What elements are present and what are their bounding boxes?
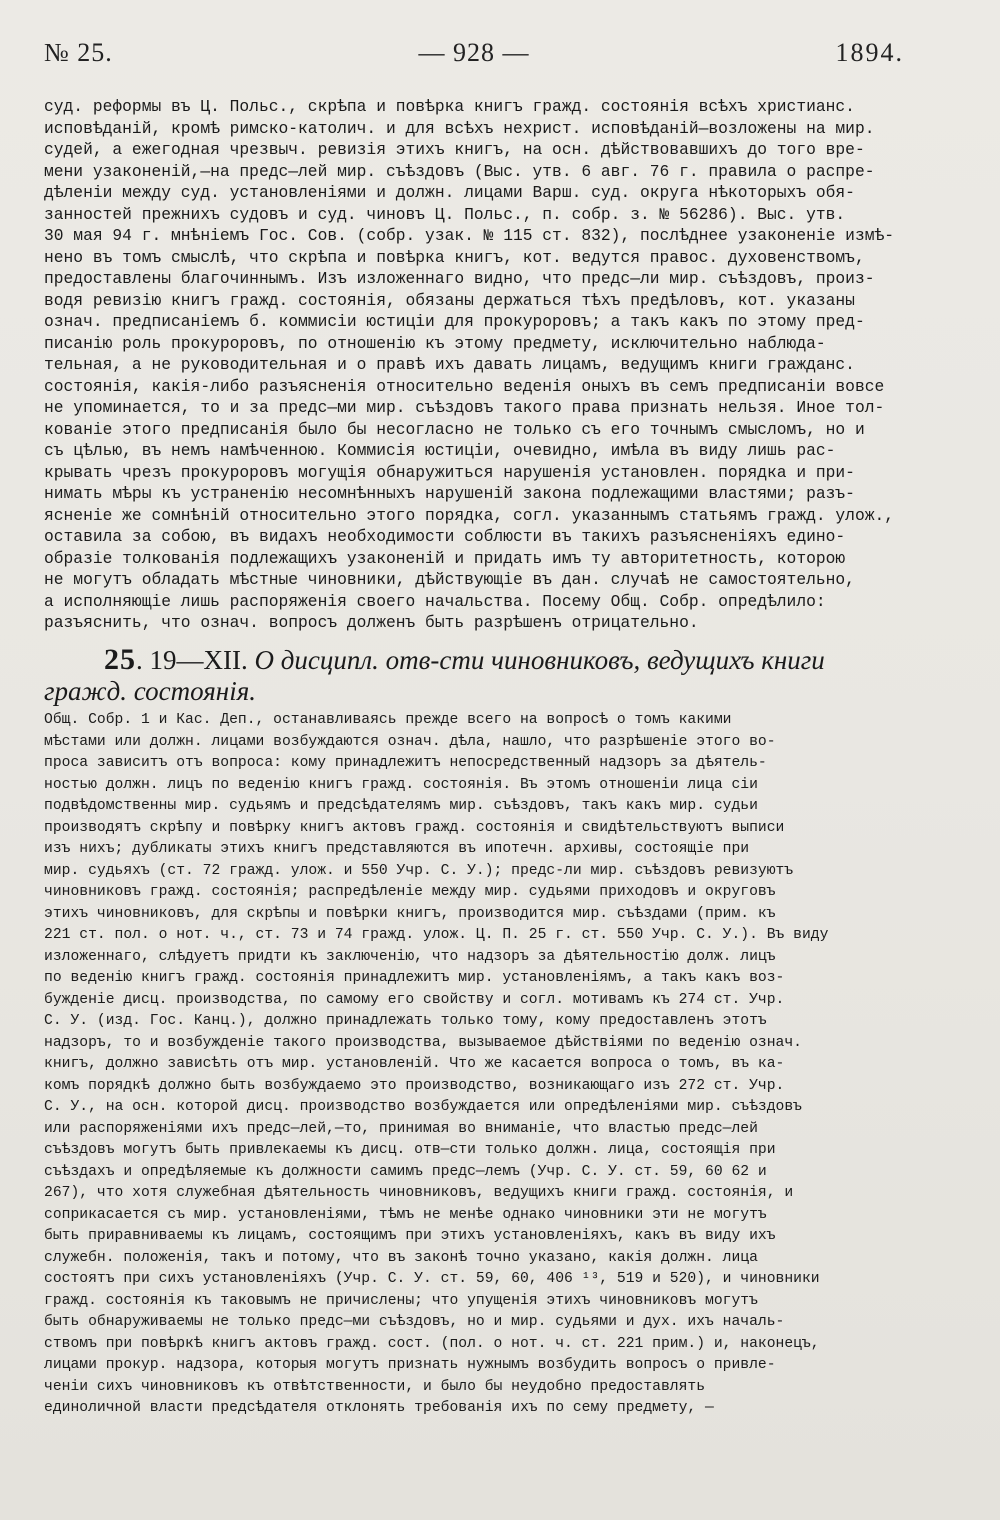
text-line: 30 мая 94 г. мнѣніемъ Гос. Сов. (собр. узак. № 115 ст. 832), послѣднее узаконеніе измѣ- (44, 226, 894, 245)
text-line: подвѣдомственны мир. судьямъ и предсѣдателямъ мир. съѣздовъ, такъ какъ мир. судьи (44, 798, 758, 814)
text-line: гражд. состоянія къ таковымъ не причислены; что упущенія этихъ чиновниковъ могутъ (44, 1292, 758, 1309)
text-line: лицами прокур. надзора, которыя могутъ признать нужнымъ возбудить вопросъ о привле- (44, 1357, 776, 1373)
text-line: нено въ томъ смыслѣ, что скрѣпа и повѣрка книгъ, кот. ведутся правос. духовенствомъ, (44, 247, 865, 267)
text-line: разъяснить, что означ. вопросъ долженъ быть разрѣшенъ отрицательно. (44, 613, 699, 632)
text-line: мени узаконеній,—на предс—лей мир. съѣздовъ (Выс. утв. 6 авг. 76 г. правила о распре- (44, 161, 875, 181)
text-line: или распоряженіями ихъ предс—лей,—то, принимая во вниманіе, что властью предс—лей (44, 1120, 758, 1137)
text-line: комъ порядкѣ должно быть возбуждаемо это производство, возникающаго изъ 272 ст. Учр. (44, 1077, 785, 1094)
text-line: ствомъ при повѣркѣ книгъ актовъ гражд. сост. (пол. о нот. ч. ст. 221 прим.) и, наконецъ, (44, 1335, 820, 1352)
text-line: надзоръ, то и возбужденіе такого производства, вызываемое дѣйствіями по веденію означ. (44, 1034, 802, 1051)
text-line: водя ревизію книгъ гражд. состоянія, обязаны держаться тѣхъ предѣловъ, кот. указаны (44, 290, 855, 310)
text-line: оставила за собою, въ видахъ необходимости соблюсти въ такихъ разъясненіяхъ едино- (44, 527, 846, 546)
text-line: крывать чрезъ прокуроровъ могущія обнаружиться нарушенія установлен. порядка и при- (44, 462, 855, 482)
text-line: состоянія, какія-либо разъясненія относительно веденія оныхъ въ семъ предписаніи вовсе (44, 376, 885, 396)
page-header (44, 38, 904, 78)
text-line: чиновниковъ гражд. состоянія; распредѣленіе между мир. судьями приходовъ и округовъ (44, 884, 776, 900)
issue-number: № 25. (44, 38, 113, 67)
section-date: . 19—XII. (136, 645, 248, 675)
text-line: означ. предписаніемъ б. коммисіи юстиціи для прокуроровъ; а такъ какъ по этому пред- (44, 312, 865, 331)
text-line: изложеннаго, слѣдуетъ придти къ заключенію, что надзоръ за дѣятельностію долж. лицъ (44, 948, 776, 965)
text-line: быть обнаруживаемы не только предс—ми съѣздовъ, но и мир. судьями и дух. ихъ началь- (44, 1314, 785, 1330)
text-line: съѣздовъ могутъ быть привлекаемы къ дисц. отв—сти только должн. лица, состоящія при (44, 1142, 776, 1158)
text-line: книгъ, должно зависѣть отъ мир. установленій. Что же касается вопроса о томъ, въ ка- (44, 1056, 785, 1072)
text-line: съ цѣлью, въ немъ намѣченною. Коммисія юстиціи, очевидно, имѣла въ виду лишь рас- (44, 441, 836, 460)
text-line: соприкасается съ мир. установленіями, тѣмъ не менѣе однако чиновники эти не могутъ (44, 1206, 767, 1223)
text-line: кованіе этого предписанія было бы несогласно не только съ его точнымъ смысломъ, но и (44, 419, 865, 439)
text-line: быть приравниваемы къ лицамъ, состоящимъ при этихъ установленіяхъ, какъ въ виду ихъ (44, 1228, 776, 1244)
text-line: судей, а ежегодная чрезвыч. ревизія этихъ книгъ, на осн. дѣйствовавшихъ до того вре- (44, 140, 865, 159)
text-line: С. У., на осн. которой дисц. производство возбуждается или опредѣленіями мир. съѣздовъ (44, 1099, 802, 1115)
text-line: ностью должн. лицъ по веденію книгъ гражд. состоянія. Въ этомъ отношеніи лица сіи (44, 776, 758, 793)
text-line: мир. судьяхъ (ст. 72 гражд. улож. и 550 Учр. С. У.); предс-ли мир. съѣздовъ ревизуютъ (44, 862, 794, 879)
text-line: 267), что хотя служебная дѣятельность чиновниковъ, ведущихъ книги гражд. состоянія, и (44, 1185, 794, 1201)
text-line: писанію роль прокуроровъ, по отношенію къ этому предмету, исключительно наблюда- (44, 333, 826, 353)
text-line: ясненіе же сомнѣній относительно этого порядка, согл. указаннымъ статьямъ гражд. улож., (44, 505, 894, 525)
text-line: съѣздахъ и опредѣляемые къ должности самимъ предс—лемъ (Учр. С. У. ст. 59, 60 62 и (44, 1163, 767, 1180)
text-line: бужденіе дисц. производства, по самому его свойству и согл. мотивамъ къ 274 ст. Учр. (44, 991, 785, 1008)
text-line: не упоминается, то и за предс—ми мир. съѣздовъ такого права признать нельзя. Иное тол- (44, 398, 885, 417)
section-number: 25 (104, 643, 136, 676)
text-line: ченіи сихъ чиновниковъ къ отвѣтственности, и было бы неудобно предоставлять (44, 1378, 706, 1395)
text-line: единоличной власти предсѣдателя отклонять требованія ихъ по сему предмету, — (44, 1400, 714, 1416)
paragraph-1 (44, 96, 894, 634)
text-line: исповѣданій, кромѣ римско-католич. и для всѣхъ нехрист. исповѣданій—возложены на мир. (44, 118, 875, 138)
text-line: 221 ст. пол. о нот. ч., ст. 73 и 74 гражд. улож. Ц. П. 25 г. ст. 550 Учр. С. У.). Въ виду (44, 927, 829, 943)
year: 1894. (835, 38, 904, 67)
text-line: производятъ скрѣпу и повѣрку книгъ актовъ гражд. состоянія и свидѣтельствуютъ выписи (44, 819, 785, 836)
text-line: состоятъ при сихъ установленіяхъ (Учр. С. У. ст. 59, 60, 406 ¹³, 519 и 520), и чиновники (44, 1271, 820, 1287)
section-heading (44, 643, 904, 707)
text-line: предоставлены благочиннымъ. Изъ изложеннаго видно, что предс—ли мир. съѣздовъ, произ- (44, 269, 875, 288)
text-line: а исполняющіе лишь распоряженія своего начальства. Посему Общ. Собр. опредѣлило: (44, 591, 826, 611)
page-number: — 928 — (418, 38, 530, 67)
text-line: по веденію книгъ гражд. состоянія принадлежитъ мир. установленіямъ, а такъ какъ воз- (44, 970, 785, 986)
text-line: Общ. Собр. 1 и Кас. Деп., останавливаясь прежде всего на вопросѣ о томъ какими (44, 712, 732, 728)
text-line: нимать мѣры къ устраненію несомнѣнныхъ нарушеній закона подлежащими властями; разъ- (44, 484, 855, 503)
text-line: суд. реформы въ Ц. Польс., скрѣпа и повѣрка книгъ гражд. состоянія всѣхъ христианс. (44, 97, 855, 116)
text-line: служебн. положенія, такъ и потому, что въ законѣ точно указано, какія должн. лица (44, 1249, 758, 1266)
section-title-continued: гражд. состоянія. (44, 676, 256, 706)
text-line: мѣстами или должн. лицами возбуждаются означ. дѣла, нашло, что разрѣшеніе этого во- (44, 733, 776, 750)
text-line: не могутъ обладать мѣстные чиновники, дѣйствующіе въ дан. случаѣ не самостоятельно, (44, 570, 855, 589)
text-line: занностей прежнихъ судовъ и суд. чиновъ Ц. Польс., п. собр. з. № 56286). Выс. утв. (44, 204, 846, 224)
paragraph-2 (44, 710, 894, 1420)
text-line: этихъ чиновниковъ, для скрѣпы и повѣрки книгъ, производится мир. съѣздами (прим. къ (44, 905, 776, 922)
section-title: О дисципл. отв-сти чиновниковъ, ведущихъ книги (254, 645, 825, 675)
text-line: дѣленіи между суд. установленіями и должн. лицами Варш. суд. округа нѣкоторыхъ обя- (44, 183, 855, 202)
text-line: тельная, а не руководительная и о правѣ ихъ давать лицамъ, ведущимъ книги граждaнс. (44, 355, 855, 374)
text-line: С. У. (изд. Гос. Канц.), должно принадлежать только тому, кому предоставленъ этотъ (44, 1013, 767, 1029)
text-line: проса зависитъ отъ вопроса: кому принадлежитъ непосредственный надзоръ за дѣятель- (44, 755, 767, 771)
text-line: изъ нихъ; дубликаты этихъ книгъ представляются въ ипотечн. архивы, состоящіе при (44, 841, 750, 857)
text-line: образіе толкованія подлежащихъ узаконеній и придать имъ ту авторитетность, которою (44, 548, 846, 568)
